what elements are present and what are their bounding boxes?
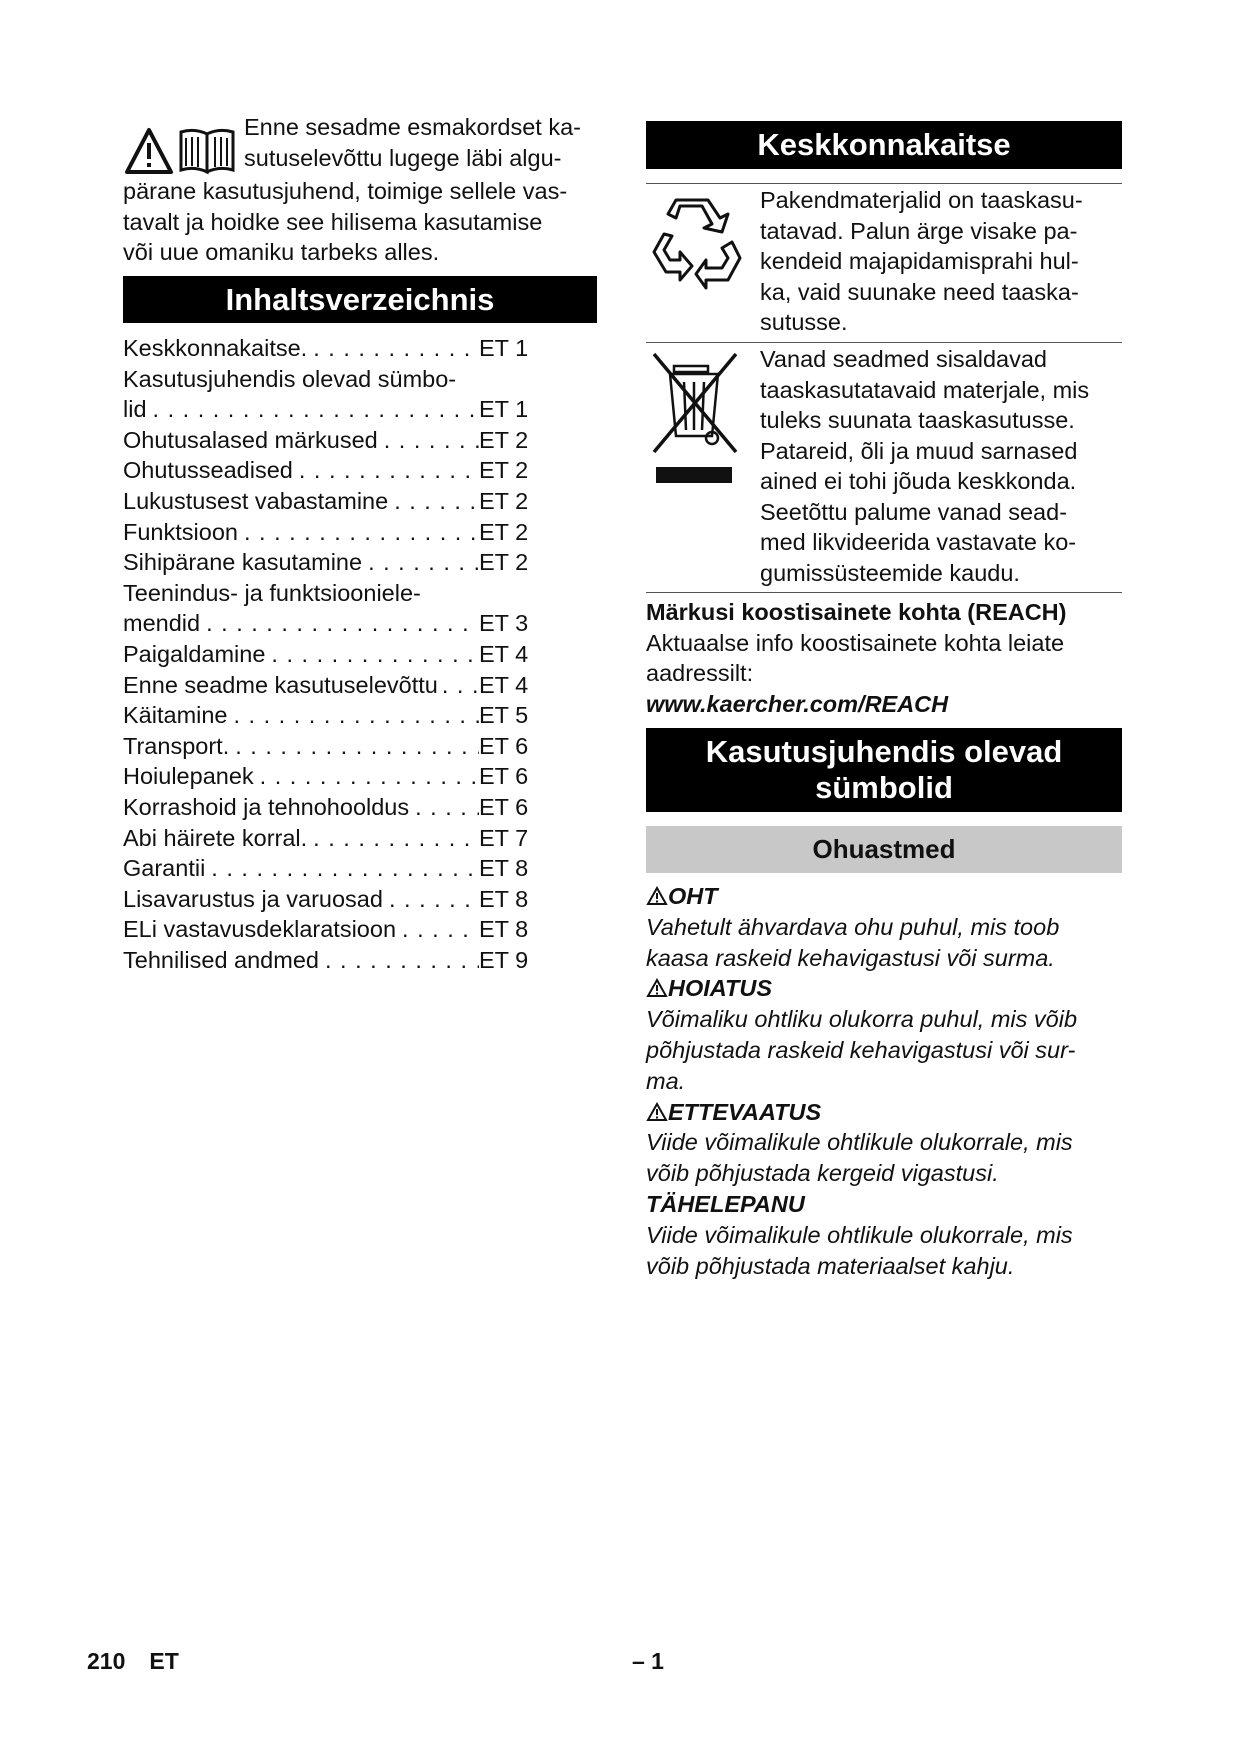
intro-line: tavalt ja hoidke see hilisema kasutamise [123,208,543,235]
toc-item-page: ET 2 [479,457,529,484]
hazard-description: Viide võimalikule ohtlikule olukorrale, mis [646,1221,1073,1248]
toc-item-title: Keskkonnakaitse. [123,335,308,361]
hazard-label-text: OHT [668,883,718,909]
toc-item-title: Sihipärane kasutamine [123,549,363,576]
symbols-heading-line: sümbolid [815,770,953,805]
toc-item-title: Hoiulepanek [123,763,254,790]
toc-item-page: ET 5 [479,702,529,729]
toc-item[interactable] [123,455,543,486]
hazard-label [646,881,1122,912]
crossed-bin-icon [650,352,740,488]
toc-leader [265,639,479,670]
old-devices-line: Seetõttu palume vanad sead- [760,498,1068,525]
reach-url-link[interactable]: www.kaercher.com/REACH [646,690,949,717]
sub-page-number: – 1 [632,1648,664,1674]
toc-item-title: Abi häirete korral. [123,824,308,851]
toc-item-title: Käitamine [123,702,228,729]
reach-section [646,597,1122,719]
reach-text: aadressilt: [646,660,754,686]
toc-leader [238,517,479,548]
toc-item[interactable] [123,608,543,639]
toc-item[interactable] [123,700,543,731]
environment-heading: Keskkonnakaitse [646,121,1122,169]
packaging-line: Pakendmaterjalid on taaskasu- [760,187,1083,213]
toc-item-page: ET 1 [479,335,529,361]
toc-leader [438,670,479,701]
divider [646,183,1122,184]
symbols-heading-line: Kasutusjuhendis olevad [705,734,1063,769]
hazard-label [646,1097,1122,1128]
toc-item[interactable] [123,823,543,854]
toc-item[interactable] [123,792,543,823]
hazard-description: kaasa raskeid kehavigastusi või surma. [646,944,1055,971]
toc-item-title: Funktsioon [123,518,238,545]
hazard-label-text: TÄHELEPANU [646,1190,805,1217]
old-devices-line: ained ei tohi jõuda keskkonda. [760,468,1077,494]
toc-item-title: Enne seadme kasutuselevõttu [123,671,438,698]
toc-item-title: Transport. [123,732,230,759]
old-devices-line: gumissüsteemide kaudu. [760,559,1020,586]
old-devices-line: med likvideerida vastavate ko- [760,529,1077,555]
reach-text: Aktuaalse info koostisainete kohta leiate [646,629,1065,656]
toc-leader [228,700,480,731]
toc-leader [383,884,479,915]
toc-item-title: Tehnilised andmed [123,946,319,973]
page-footer [87,1648,203,1675]
toc-leader [307,823,479,854]
hazard-description: Viide võimalikule ohtlikule olukorrale, mis [646,1129,1073,1156]
warning-triangle-icon [646,1102,668,1122]
toc-item-title: Lukustusest vabastamine [123,487,389,514]
old-devices-line: tuleks suunata taaskasutusse. [760,407,1075,433]
intro-block [123,112,603,268]
old-devices-line: Patareid, õli ja muud sarnased [760,437,1078,464]
toc-item-page: ET 8 [479,855,529,882]
toc-item-page: ET 3 [479,610,529,637]
hazard-description: võib põhjustada kergeid vigastusi. [646,1160,999,1187]
toc-item[interactable] [123,425,543,456]
warning-read-manual-icon [123,120,238,176]
toc-leader [205,853,479,884]
toc-item-page: ET 2 [479,426,529,453]
toc-item[interactable] [123,884,543,915]
language-code: ET [149,1648,179,1674]
toc-item-page: ET 2 [479,549,529,576]
toc-item-page: ET 6 [479,763,529,790]
toc-leader [307,333,479,364]
hazard-label [646,973,1122,1004]
old-devices-line: Vanad seadmed sisaldavad [760,346,1047,372]
toc-item[interactable] [123,394,543,425]
reach-heading: Märkusi koostisainete kohta (REACH) [646,599,1067,625]
toc-item-title: Ohutusalased märkused [123,426,378,453]
toc-item[interactable] [123,639,543,670]
toc-item[interactable] [123,945,543,976]
toc-item[interactable] [123,853,543,884]
toc-item-page: ET 4 [479,640,529,667]
toc-item-title: Paigaldamine [123,640,266,667]
hazard-description: võib põhjustada materiaalset kahju. [646,1252,1015,1279]
toc-leader [319,945,479,976]
toc-leader [409,792,479,823]
toc-item-page: ET 2 [479,487,529,514]
packaging-line: tatavad. Palun ärge visake pa- [760,217,1078,244]
hazard-levels-subheading: Ohuastmed [646,826,1122,873]
hazard-description: põhjustada raskeid kehavigastusi või sur- [646,1036,1076,1063]
packaging-text [760,185,1120,338]
warning-triangle-icon [646,886,668,906]
toc-leader [229,731,479,762]
toc-item-page: ET 8 [479,885,529,912]
packaging-line: kendeid majapidamisprahi hul- [760,248,1079,274]
toc-item[interactable] [123,333,543,364]
toc-item-title: Ohutusseadised [123,457,293,484]
toc-item-page: ET 1 [479,396,529,423]
symbols-heading [646,728,1122,812]
toc-item-wrapped-line: Teenindus- ja funktsiooniele- [123,579,421,606]
toc-item-page: ET 9 [479,946,529,973]
toc-item-title: lid [123,396,147,423]
toc-leader [293,455,479,486]
toc-item-page: ET 4 [479,671,529,698]
toc-item-title: ELi vastavusdeklaratsioon [123,916,397,943]
toc-item-wrapped-line: Kasutusjuhendis olevad sümbo- [123,365,457,392]
toc-item-title: mendid [123,610,201,637]
hazard-levels [646,881,1122,1281]
toc-item-title: Korrashoid ja tehnohooldus [123,793,410,820]
toc-item[interactable] [123,547,543,578]
toc-leader [147,394,479,425]
hazard-label-text: HOIATUS [668,975,773,1002]
hazard-label-text: ETTEVAATUS [668,1098,822,1125]
hazard-description: Vahetult ähvardava ohu puhul, mis toob [646,913,1060,940]
toc-item[interactable] [123,670,543,701]
toc-item[interactable] [123,914,543,945]
toc-item[interactable] [123,486,543,517]
intro-line: pärane kasutusjuhend, toimige sellele vas- [123,178,568,204]
recycle-icon [650,196,742,294]
toc-item-page: ET 6 [479,732,529,759]
toc-leader [388,486,479,517]
table-of-contents [123,333,543,975]
divider [646,342,1122,343]
intro-line: või uue omaniku tarbeks alles. [123,239,440,265]
hazard-description: ma. [646,1067,686,1094]
toc-item[interactable] [123,761,543,792]
toc-leader [362,547,479,578]
toc-item-page: ET 6 [479,793,529,820]
old-devices-line: taaskasutatavaid materjale, mis [760,376,1090,403]
old-devices-text [760,344,1120,588]
toc-leader [200,608,479,639]
intro-line: Enne sesadme esmakordset ka- [244,114,581,140]
page-number: 210 [87,1648,126,1674]
toc-item[interactable] [123,517,543,548]
toc-leader [254,761,479,792]
toc-heading: Inhaltsverzeichnis [123,276,597,323]
packaging-line: sutusse. [760,309,848,335]
toc-leader [378,425,479,456]
toc-item-title: Garantii [123,855,206,882]
hazard-description: Võimaliku ohtliku olukorra puhul, mis võib [646,1006,1078,1033]
intro-line: sutuselevõttu lugege läbi algu- [244,144,562,171]
warning-triangle-icon [646,978,668,998]
packaging-line: ka, vaid suunake need taaska- [760,278,1079,305]
toc-item[interactable] [123,731,543,762]
toc-item-page: ET 2 [479,518,529,545]
toc-item-page: ET 7 [479,824,529,851]
toc-item-title: Lisavarustus ja varuosad [123,885,383,912]
divider [646,592,1122,593]
toc-leader [396,914,479,945]
toc-item-page: ET 8 [479,916,529,943]
